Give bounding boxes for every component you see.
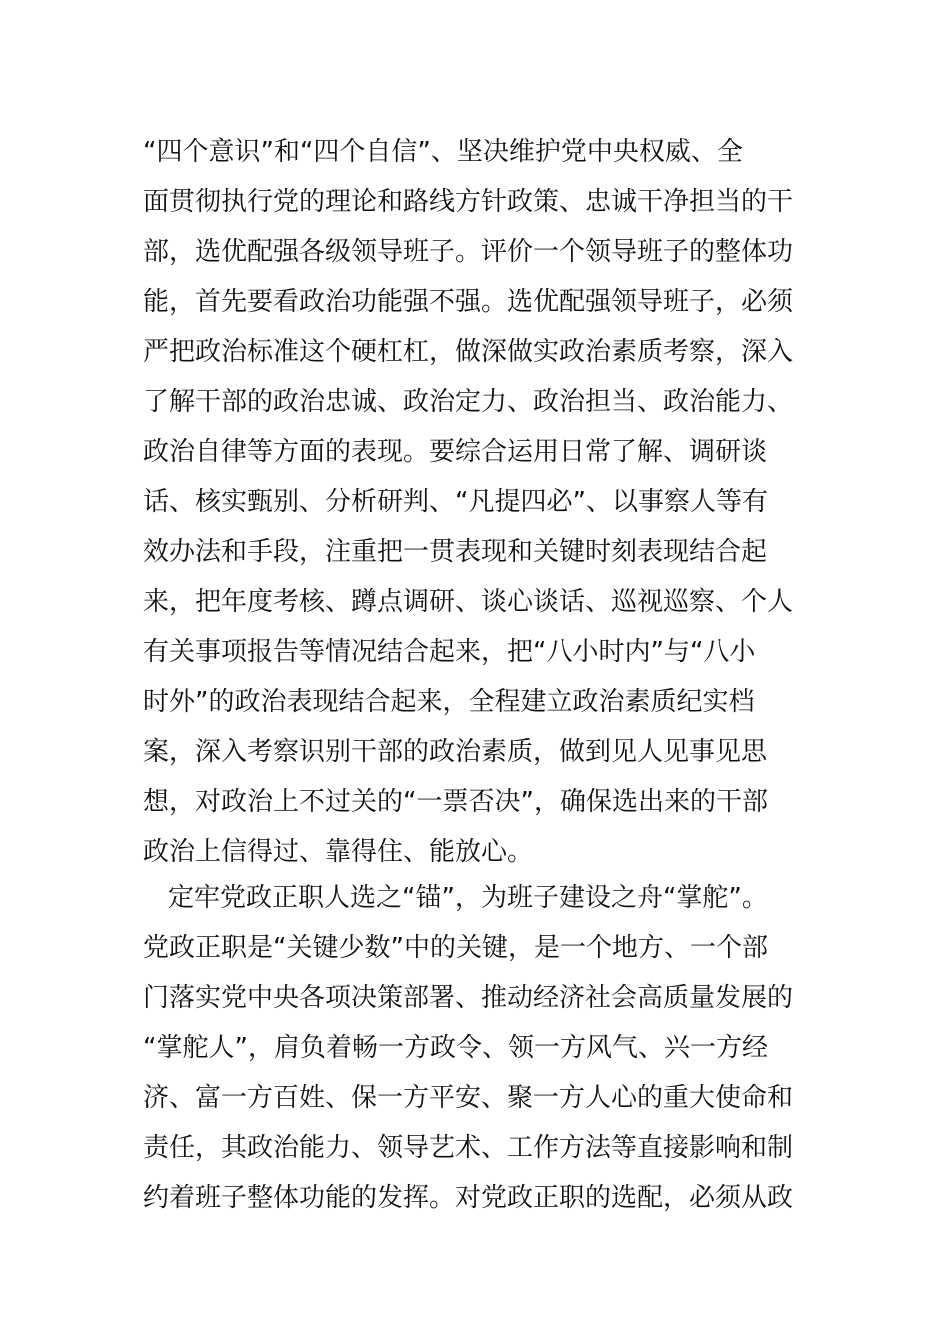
text-line: 严把政治标准这个硬杠杠，做深做实政治素质考察，深入 <box>143 337 794 367</box>
text-line: 想，对政治上不过关的“一票否决”，确保选出来的干部 <box>143 787 768 817</box>
text-line: 面贯彻执行党的理论和路线方针政策、忠诚干净担当的干 <box>143 187 794 217</box>
text-line: 党政正职是“关键少数”中的关键，是一个地方、一个部 <box>143 933 768 963</box>
text-line: 时外”的政治表现结合起来，全程建立政治素质纪实档 <box>143 687 755 717</box>
text-line: 话、核实甄别、分析研判、“凡提四必”、以事察人等有 <box>143 487 768 517</box>
text-line: 约着班子整体功能的发挥。对党政正职的选配，必须从政 <box>143 1183 794 1213</box>
text-line: 来，把年度考核、蹲点调研、谈心谈话、巡视巡察、个人 <box>143 587 794 617</box>
text-line: 门落实党中央各项决策部署、推动经济社会高质量发展的 <box>143 983 794 1013</box>
text-line: 效办法和手段，注重把一贯表现和关键时刻表现结合起 <box>143 537 768 567</box>
text-line: 部，选优配强各级领导班子。评价一个领导班子的整体功 <box>143 237 794 267</box>
text-line: 了解干部的政治忠诚、政治定力、政治担当、政治能力、 <box>143 387 794 417</box>
text-line: 能，首先要看政治功能强不强。选优配强领导班子，必须 <box>143 287 794 317</box>
text-line: 政治自律等方面的表现。要综合运用日常了解、调研谈 <box>143 437 768 467</box>
text-line: 政治上信得过、靠得住、能放心。 <box>143 837 534 867</box>
text-line: “掌舵人”，肩负着畅一方政令、领一方风气、兴一方经 <box>143 1033 768 1063</box>
text-line: 有关事项报告等情况结合起来，把“八小时内”与“八小 <box>143 637 756 667</box>
paragraph-first-line: 定牢党政正职人选之“锚”，为班子建设之舟“掌舵”。 <box>168 883 768 913</box>
text-line: 责任，其政治能力、领导艺术、工作方法等直接影响和制 <box>143 1133 794 1163</box>
text-line: 案，深入考察识别干部的政治素质，做到见人见事见思 <box>143 737 768 767</box>
text-line: 济、富一方百姓、保一方平安、聚一方人心的重大使命和 <box>143 1083 794 1113</box>
text-line: “四个意识”和“四个自信”、坚决维护党中央权威、全 <box>143 137 743 167</box>
